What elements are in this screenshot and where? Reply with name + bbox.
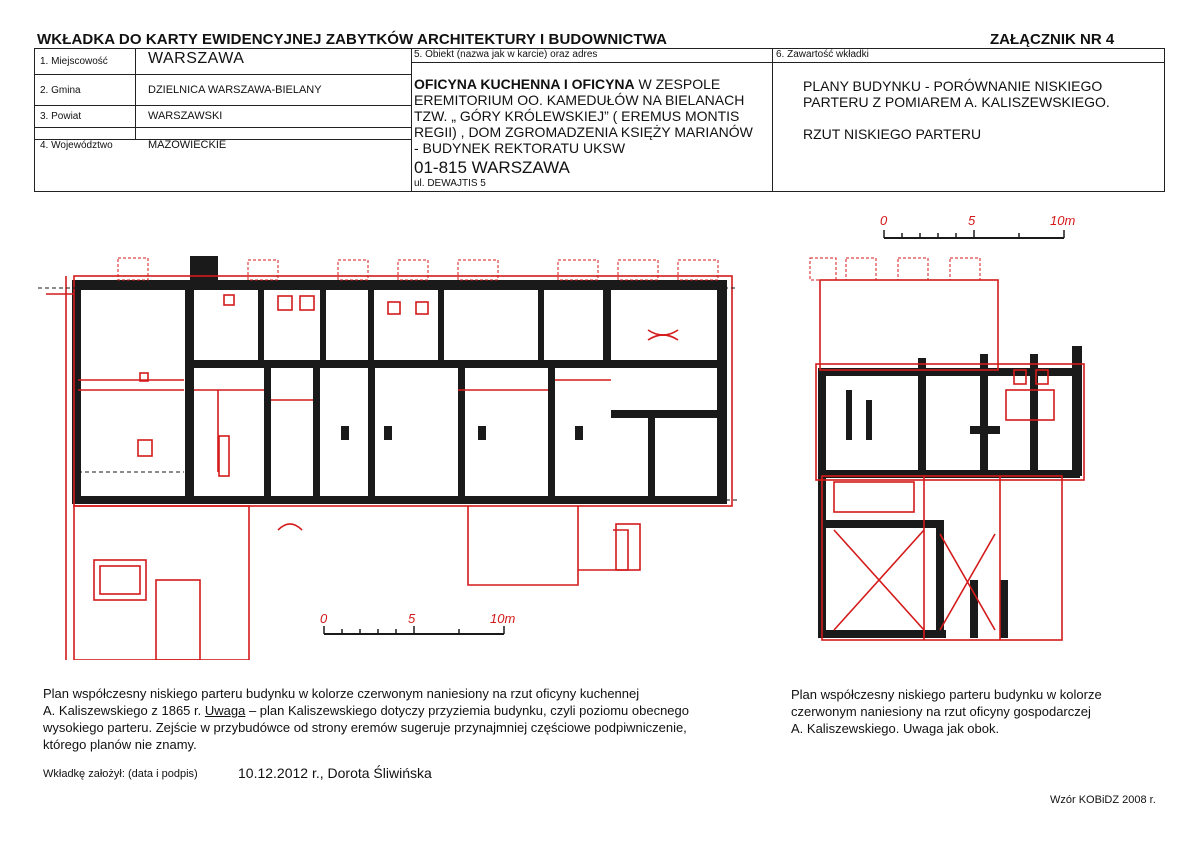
annex-number: ZAŁĄCZNIK NR 4 [990, 31, 1115, 48]
county-value: WARSZAWSKI [148, 110, 223, 122]
locality-value: WARSZAWA [148, 50, 245, 67]
floor-plan-farm-outbuilding [790, 250, 1100, 650]
street-address: ul. DEWAJTIS 5 [414, 178, 486, 189]
scale-bar-right [878, 212, 1078, 246]
caption-left-line-2-a: A. Kaliszewskiego z 1865 r. [43, 703, 205, 718]
object-label: 5. Obiekt (nazwa jak w karcie) oraz adres [414, 49, 598, 60]
commune-label: 2. Gmina [40, 85, 81, 96]
scale-left-zero: 0 [320, 612, 328, 626]
postcode-city: 01-815 WARSZAWA [414, 158, 570, 177]
scale-left-end: 10m [490, 612, 516, 626]
author-value: 10.12.2012 r., Dorota Śliwińska [238, 765, 432, 781]
contents-line-2: PARTERU Z POMIAREM A. KALISZEWSKIEGO. [803, 94, 1110, 110]
scale-right-zero: 0 [880, 213, 888, 228]
caption-right-line-1: Plan współczesny niskiego parteru budynku w kolorze [791, 687, 1102, 702]
caption-left-line-2-b: – plan Kaliszewskiego dotyczy przyziemia budynku, czyli poziomu obecnego [245, 703, 689, 718]
caption-left-line-3: wysokiego parteru. Zejście w przybudówce od strony eremów sugeruje przynajmniej częściowe podpiwniczenie, [43, 720, 687, 735]
object-line-1 [414, 76, 720, 92]
contents-line-1: PLANY BUDYNKU - PORÓWNANIE NISKIEGO [803, 78, 1103, 94]
locality-label: 1. Miejscowość [40, 56, 108, 67]
caption-right-line-3: A. Kaliszewskiego. Uwaga jak obok. [791, 721, 1000, 736]
object-line-5: - BUDYNEK REKTORATU UKSW [414, 140, 626, 156]
contents-line-3: RZUT NISKIEGO PARTERU [803, 126, 982, 142]
scale-bar-left [318, 612, 518, 642]
caption-right-line-2: czerwonym naniesiony na rzut oficyny gospodarczej [791, 704, 1091, 719]
caption-left-line-4: którego planów nie znamy. [43, 737, 197, 752]
object-line-1-rest: W ZESPOLE [634, 76, 721, 92]
county-label: 3. Powiat [40, 111, 82, 122]
object-line-3: TZW. „ GÓRY KRÓLEWSKIEJ” ( EREMUS MONTIS [414, 108, 740, 124]
floor-plan-kitchen-outbuilding [38, 240, 760, 660]
scale-right-mid: 5 [968, 213, 976, 228]
object-line-2: EREMITORIUM OO. KAMEDUŁÓW NA BIELANACH [414, 92, 745, 108]
author-label: Wkładkę założył: (data i podpis) [43, 768, 198, 780]
commune-value: DZIELNICA WARSZAWA-BIELANY [148, 84, 322, 96]
document-title: WKŁADKA DO KARTY EWIDENCYJNEJ ZABYTKÓW ARCHITEKTURY I BUDOWNICTWA [37, 31, 668, 48]
scale-left-mid: 5 [408, 612, 416, 626]
caption-left-line-1: Plan współczesny niskiego parteru budynku w kolorze czerwonym naniesiony na rzut oficyny kuchennej [43, 686, 640, 701]
province-value: MAZOWIECKIE [148, 139, 227, 151]
object-line-4: REGII) , DOM ZGROMADZENIA KSIĘŻY MARIANÓW [414, 124, 753, 140]
contents-label: 6. Zawartość wkładki [776, 49, 869, 60]
object-name-bold: OFICYNA KUCHENNA I OFICYNA [414, 76, 635, 92]
caption-left-line-2 [43, 702, 689, 719]
template-version: Wzór KOBiDZ 2008 r. [1050, 794, 1156, 806]
scale-right-end: 10m [1050, 213, 1076, 228]
province-label: 4. Województwo [40, 140, 113, 151]
caption-left-note-word: Uwaga [204, 703, 246, 718]
